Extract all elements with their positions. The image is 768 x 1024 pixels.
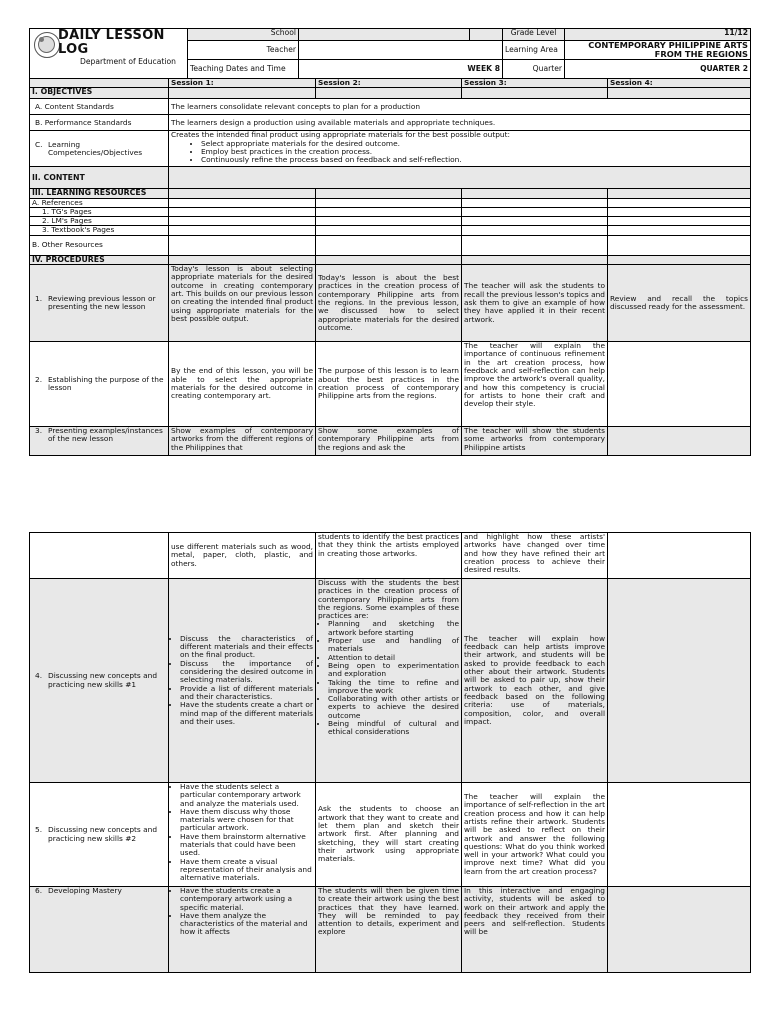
competencies-list: [171, 140, 748, 165]
list-item: • Have the students select a particular contemporary artwork and analyze the materials used.: [180, 783, 313, 808]
procedure-1-session-3: The teacher will ask the students to recall the previous lesson's topics and ask them to give an example of how they have applied it in their recent artwork.: [462, 265, 608, 342]
competencies-label: C. Learning Competencies/Objectives: [35, 139, 143, 157]
performance-standards-label: B. Performance Standards: [30, 115, 169, 131]
list-item: • Have them brainstorm alternative materials that could have been used.: [180, 833, 313, 858]
procedure-6-session-3: In this interactive and engaging activity, students will be asked to work on their artwork and apply the feedback they received from their peers and self-reflection. Students will be: [462, 887, 608, 973]
procedure-3-label: 3. Presenting examples/instances of the new lesson: [35, 426, 163, 444]
list-item: • Attention to detail: [328, 654, 459, 662]
procedure-3-session-1-continued: use different materials such as wood, metal, paper, cloth, plastic, and others.: [169, 533, 316, 579]
competencies-cell: [169, 131, 751, 167]
list-item: • Proper use and handling of materials: [328, 637, 459, 654]
procedure-3-session-3: The teacher will show the students some artworks from contemporary Philippine artists: [462, 427, 608, 456]
procedure-2-label: 2. Establishing the purpose of the lesson: [35, 374, 164, 393]
lm-pages-label: 2. LM's Pages: [30, 217, 169, 226]
procedure-5-session-3: The teacher will explain the importance of self-reflection in the art creation process and how it can help artists refine their artwork. Students will be asked to reflect on their artwork and answer the following questions: What do you think worked well in your artwork? What could you improve next time? What did you learn from the art creation process?: [462, 783, 608, 887]
list-item: • Discuss the characteristics of different materials and their effects on the final product.: [180, 635, 313, 660]
procedure-2-session-2: The purpose of this lesson is to learn about the best practices in the creation process of contemporary Philippine arts from the regions.: [316, 342, 462, 427]
procedure-1-session-2: Today's lesson is about the best practices in the creation process of contemporary Philippine arts from the regions. In the previous lesson, we discussed how to select appropriate materials for the desired outcome.: [316, 265, 462, 342]
teacher-label: Teacher: [188, 41, 299, 60]
objectives-heading: I. OBJECTIVES: [30, 88, 169, 99]
procedures-heading: IV. PROCEDURES: [30, 255, 169, 264]
list-item: • Discuss the importance of considering the desired outcome in selecting materials.: [180, 660, 313, 685]
lesson-table-continued: [29, 532, 751, 973]
procedure-6-label: 6. Developing Mastery: [35, 886, 122, 895]
procedure-4-session-3: The teacher will explain how feedback can help artists improve their artwork, and students will be asked to provide feedback to each other about their artwork. Students will be asked to pair up, show their artwork to each other, and give feedback based on the following criteria: use of materials, composition, color, and overall impact.: [462, 579, 608, 783]
header-table: [29, 28, 751, 79]
week-value[interactable]: WEEK 8: [299, 60, 503, 79]
page-one: [29, 28, 750, 456]
session-2-header: Session 2:: [316, 79, 462, 88]
procedure-6-session-2: The students will then be given time to create their artwork using the best practices that they have learned. They will be reminded to pay attention to details, experiment and explore: [316, 887, 462, 973]
list-item: • Have the students create a contemporary artwork using a specific material.: [180, 887, 313, 912]
list-item: • Being open to experimentation and exploration: [328, 662, 459, 679]
learning-area-value[interactable]: CONTEMPORARY PHILIPPINE ARTS FROM THE REGIONS: [565, 41, 751, 60]
textbook-pages-label: 3. Textbook's Pages: [30, 226, 169, 235]
list-item: • Provide a list of different materials and their characteristics.: [180, 685, 313, 702]
grade-level-label: Grade Level: [503, 29, 565, 41]
procedure-1-session-4: Review and recall the topics discussed ready for the assessment.: [608, 265, 751, 342]
content-standards-label: A. Content Standards: [30, 99, 169, 115]
procedure-3-session-2-continued: students to identify the best practices that they think the artists employed in creating those artworks.: [316, 533, 462, 579]
teacher-value[interactable]: [299, 41, 503, 60]
procedure-4-label: 4. Discussing new concepts and practicing new skills #1: [35, 671, 158, 689]
list-item: • Collaborating with other artists or experts to achieve the desired outcome: [328, 695, 459, 720]
procedure-6-session-1: [169, 887, 316, 973]
list-item: • Continuously refine the process based on feedback and self-reflection.: [201, 156, 748, 164]
list-item: • Select appropriate materials for the desired outcome.: [201, 140, 748, 148]
procedure-5-session-1: [169, 783, 316, 887]
department-name: Department of Education: [80, 57, 176, 66]
performance-standards-text: The learners design a production using available materials and appropriate techniques.: [169, 115, 751, 131]
other-resources-label: B. Other Resources: [30, 235, 169, 255]
list-item: • Taking the time to refine and improve the work: [328, 679, 459, 696]
references-label: A. References: [30, 198, 169, 207]
logo-cell: [30, 29, 188, 79]
page-two: [29, 532, 750, 973]
procedure-4-session-2: [316, 579, 462, 783]
session-3-header: Session 3:: [462, 79, 608, 88]
lesson-table: [29, 78, 751, 456]
school-value[interactable]: [299, 29, 470, 41]
session-1-header: Session 1:: [169, 79, 316, 88]
learning-area-label: Learning Area: [503, 41, 565, 60]
procedure-2-session-1: By the end of this lesson, you will be able to select the appropriate materials for the desired outcome in creating contemporary art.: [169, 342, 316, 427]
list-item: • Planning and sketching the artwork before starting: [328, 620, 459, 637]
procedure-1-label: 1. Reviewing previous lesson or presenting the new lesson: [35, 293, 156, 312]
tg-pages-label: 1. TG's Pages: [30, 207, 169, 216]
content-heading: II. CONTENT: [30, 167, 169, 189]
procedure-3-session-3-continued: and highlight how these artists' artworks have changed over time and how they have refined their art creation process to achieve their desired results.: [462, 533, 608, 579]
list-item: • Have them discuss why those materials were chosen for that particular artwork.: [180, 808, 313, 833]
dates-label: Teaching Dates and Time: [188, 60, 299, 79]
competencies-intro: Creates the intended final product using appropriate materials for the best possible output:: [171, 130, 511, 140]
list-item: • Employ best practices in the creation process.: [201, 148, 748, 156]
quarter-value[interactable]: QUARTER 2: [565, 60, 751, 79]
procedure-3-session-1: Show examples of contemporary artworks from the different regions of the Philippines that: [169, 427, 316, 456]
document-title: DAILY LESSON LOG: [58, 28, 165, 57]
grade-level-value[interactable]: 11/12: [565, 29, 751, 41]
session-4-header: Session 4:: [608, 79, 751, 88]
quarter-label: Quarter: [503, 60, 565, 79]
content-standards-text: The learners consolidate relevant concepts to plan for a production: [169, 99, 751, 115]
procedure-5-label: 5. Discussing new concepts and practicing new skills #2: [35, 825, 158, 843]
procedure-3-session-2: Show some examples of contemporary Philippine arts from the regions and ask the: [316, 427, 462, 456]
school-label: School: [188, 29, 299, 41]
procedure-4-session-1: [169, 579, 316, 783]
list-item: • Have the students create a chart or mind map of the different materials and their uses.: [180, 701, 313, 726]
procedure-5-session-2: Ask the students to choose an artwork that they want to create and let them plan and sketch their artwork first. After planning and sketching, they will start creating their artwork using appropriate materials.: [316, 783, 462, 887]
procedure-2-session-3: The teacher will explain the importance of continuous refinement in the art creation process, how feedback and self-reflection can help improve the artwork's overall quality, and how this competency is crucial for artists to hone their craft and develop their style.: [462, 342, 608, 427]
procedure-1-session-1: Today's lesson is about selecting appropriate materials for the desired outcome in creating contemporary art. This builds on our previous lesson on creating the intended final product using appropriate materials for the best possible output.: [169, 265, 316, 342]
list-item: • Have them create a visual representation of their analysis and alternative materials.: [180, 858, 313, 883]
resources-heading: III. LEARNING RESOURCES: [30, 189, 169, 198]
list-item: • Have them analyze the characteristics of the material and how it affects: [180, 912, 313, 937]
procedure-4-session-2-intro: Discuss with the students the best practices in the creation process of contemporary Philippine arts from the regions. Some examples of these practices are:: [318, 578, 459, 621]
list-item: • Being mindful of cultural and ethical considerations: [328, 720, 459, 737]
